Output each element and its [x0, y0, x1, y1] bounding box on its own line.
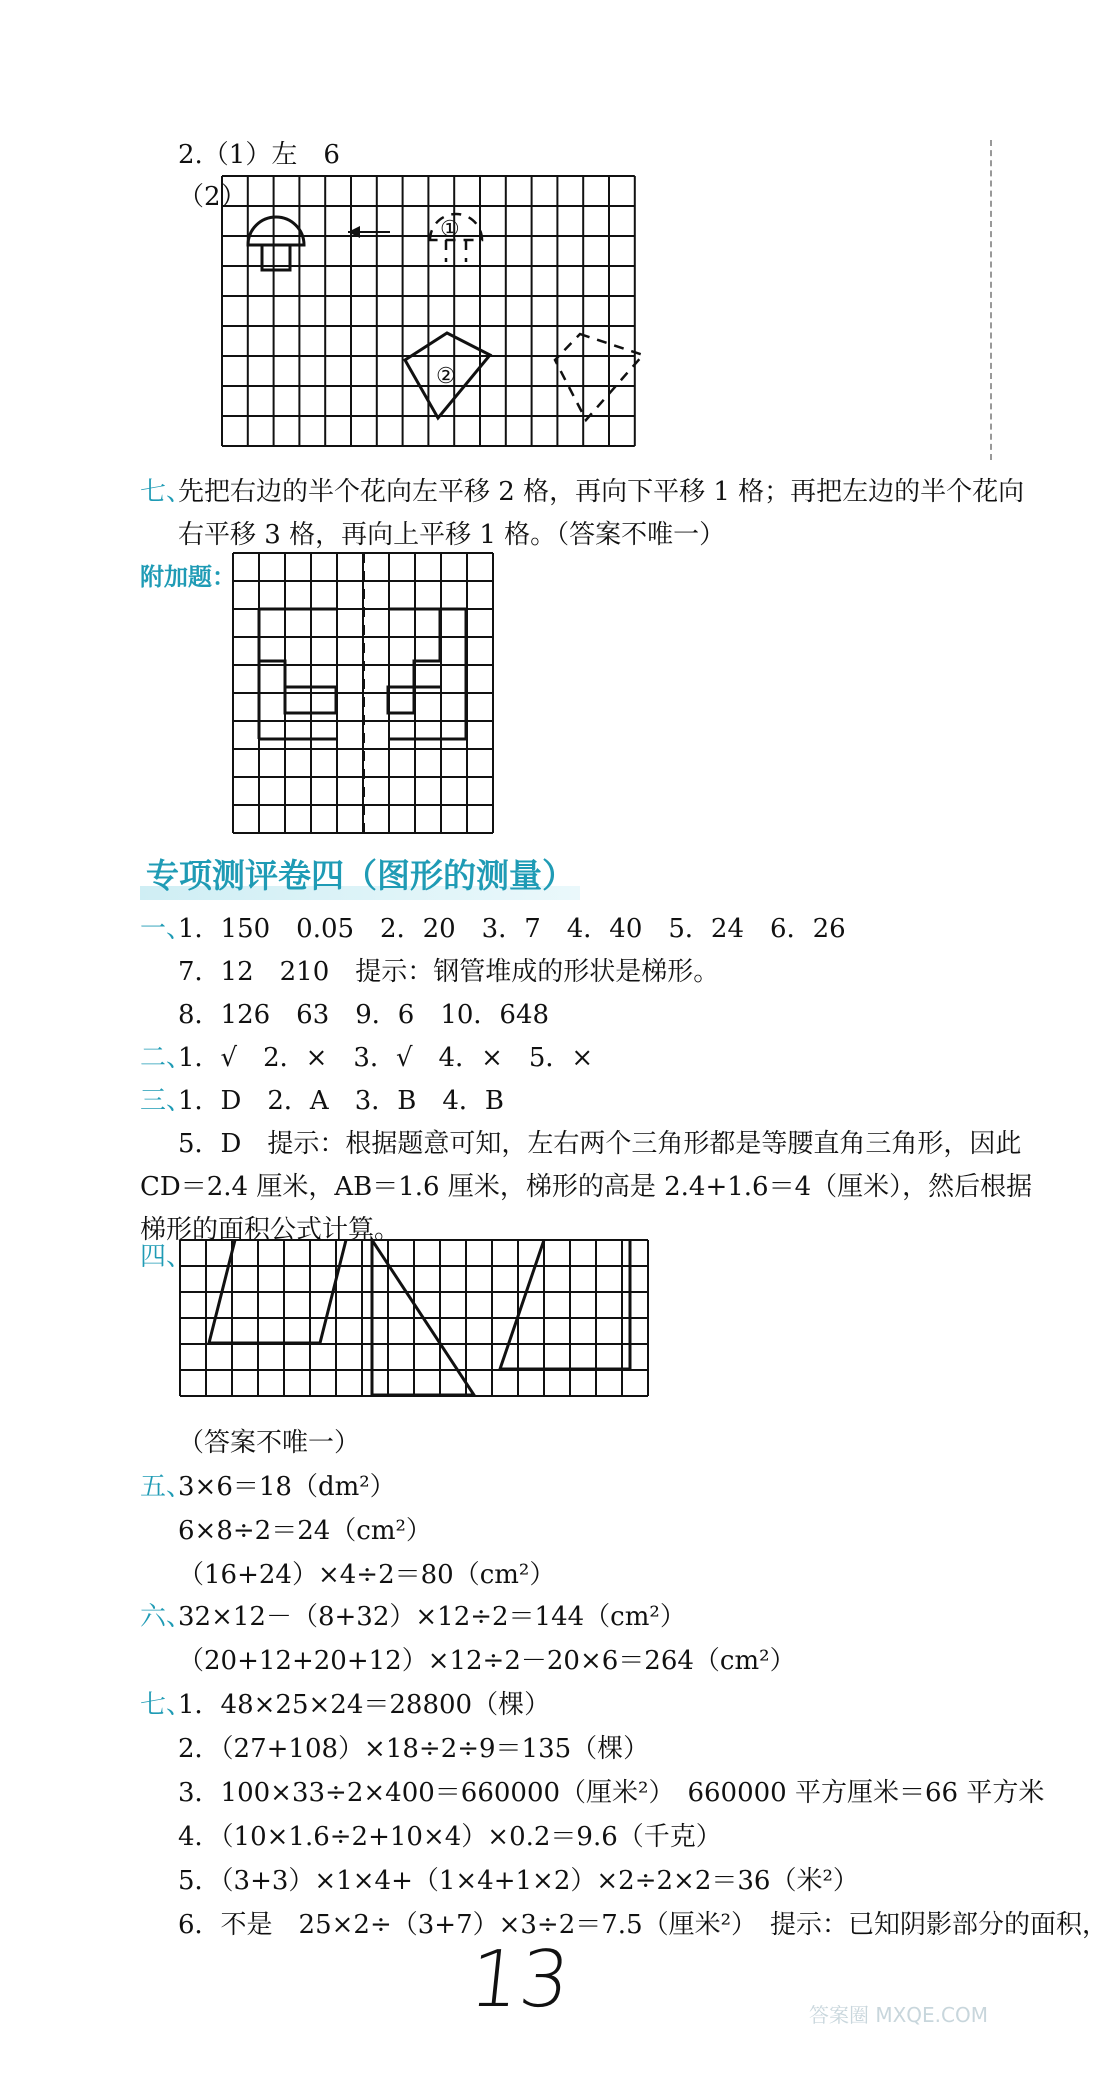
s7-line3: 3．100×33÷2×400＝660000（厘米²） 660000 平方厘米＝66 平方米 [178, 1778, 1045, 1808]
page-number-text: 13 [465, 1935, 574, 2025]
s1-label: 一、 [140, 914, 193, 944]
label-circle-1: ① [440, 217, 460, 242]
q7-line2: 右平移 3 格，再向上平移 1 格。（答案不唯一） [178, 520, 726, 550]
s4-label: 四、 [140, 1242, 193, 1272]
s3-line1: 1．D 2．A 3．B 4．B [178, 1086, 505, 1116]
watermark: 答案圈 MXQE.COM [808, 2003, 988, 2027]
s3-line2: 5．D 提示：根据题意可知，左右两个三角形都是等腰直角三角形，因此 [178, 1129, 1022, 1159]
s7-label: 七、 [140, 1690, 193, 1720]
s6-line2: （20+12+20+12）×12÷2－20×6＝264（cm²） [178, 1646, 796, 1676]
s2-line1: 1．√ 2．× 3．√ 4．× 5．× [178, 1043, 594, 1073]
s4-note: （答案不唯一） [178, 1428, 361, 1458]
s1-line3: 8．126 63 9．6 10．648 [178, 1000, 550, 1030]
s7-line6: 6．不是 25×2÷（3+7）×3÷2＝7.5（厘米²） 提示：已知阴影部分的面积， [178, 1910, 1108, 1940]
s6-label: 六、 [140, 1602, 193, 1632]
q2-sub-label: （2） [178, 182, 247, 212]
extra-question-label: 附加题： [140, 563, 236, 591]
s1-line1: 1．150 0.05 2．20 3．7 4．40 5．24 6．26 [178, 914, 846, 944]
s5-line1: 3×6＝18（dm²） [178, 1472, 396, 1502]
translation-grid [222, 176, 635, 446]
label-circle-2: ② [436, 364, 456, 389]
section-title: 专项测评卷四（图形的测量） [146, 856, 575, 895]
s6-line1: 32×12－（8+32）×12÷2＝144（cm²） [178, 1602, 686, 1632]
half-flower-left [248, 217, 304, 270]
s7-line5: 5．（3+3）×1×4+（1×4+1×2）×2÷2×2＝36（米²） [178, 1866, 859, 1896]
q7-label: 七、 [140, 477, 193, 507]
s2-label: 二、 [140, 1043, 193, 1073]
q7-line1: 先把右边的半个花向左平移 2 格，再向下平移 1 格；再把左边的半个花向 [178, 477, 1025, 507]
s3-label: 三、 [140, 1086, 193, 1116]
s3-line4: 梯形的面积公式计算。 [140, 1215, 401, 1245]
s5-label: 五、 [140, 1472, 193, 1502]
s5-line3: （16+24）×4÷2＝80（cm²） [178, 1560, 556, 1590]
s7-line1: 1．48×25×24＝28800（棵） [178, 1690, 551, 1720]
s3-line3: CD＝2.4 厘米，AB＝1.6 厘米，梯形的高是 2.4+1.6＝4（厘米），然后根据 [140, 1172, 1033, 1202]
area-grid [180, 1240, 648, 1396]
page-number [465, 1935, 574, 2035]
s7-line4: 4．（10×1.6÷2+10×4）×0.2＝9.6（千克） [178, 1822, 722, 1852]
s1-line2: 7．12 210 提示：钢管堆成的形状是梯形。 [178, 957, 720, 987]
s7-line2: 2．（27+108）×18÷2÷9＝135（棵） [178, 1734, 650, 1764]
s5-line2: 6×8÷2＝24（cm²） [178, 1516, 432, 1546]
quadrilateral-dashed [555, 334, 643, 420]
trapezoid-3 [500, 1240, 630, 1369]
q2-heading: 2.（1）左 6 [178, 140, 340, 170]
